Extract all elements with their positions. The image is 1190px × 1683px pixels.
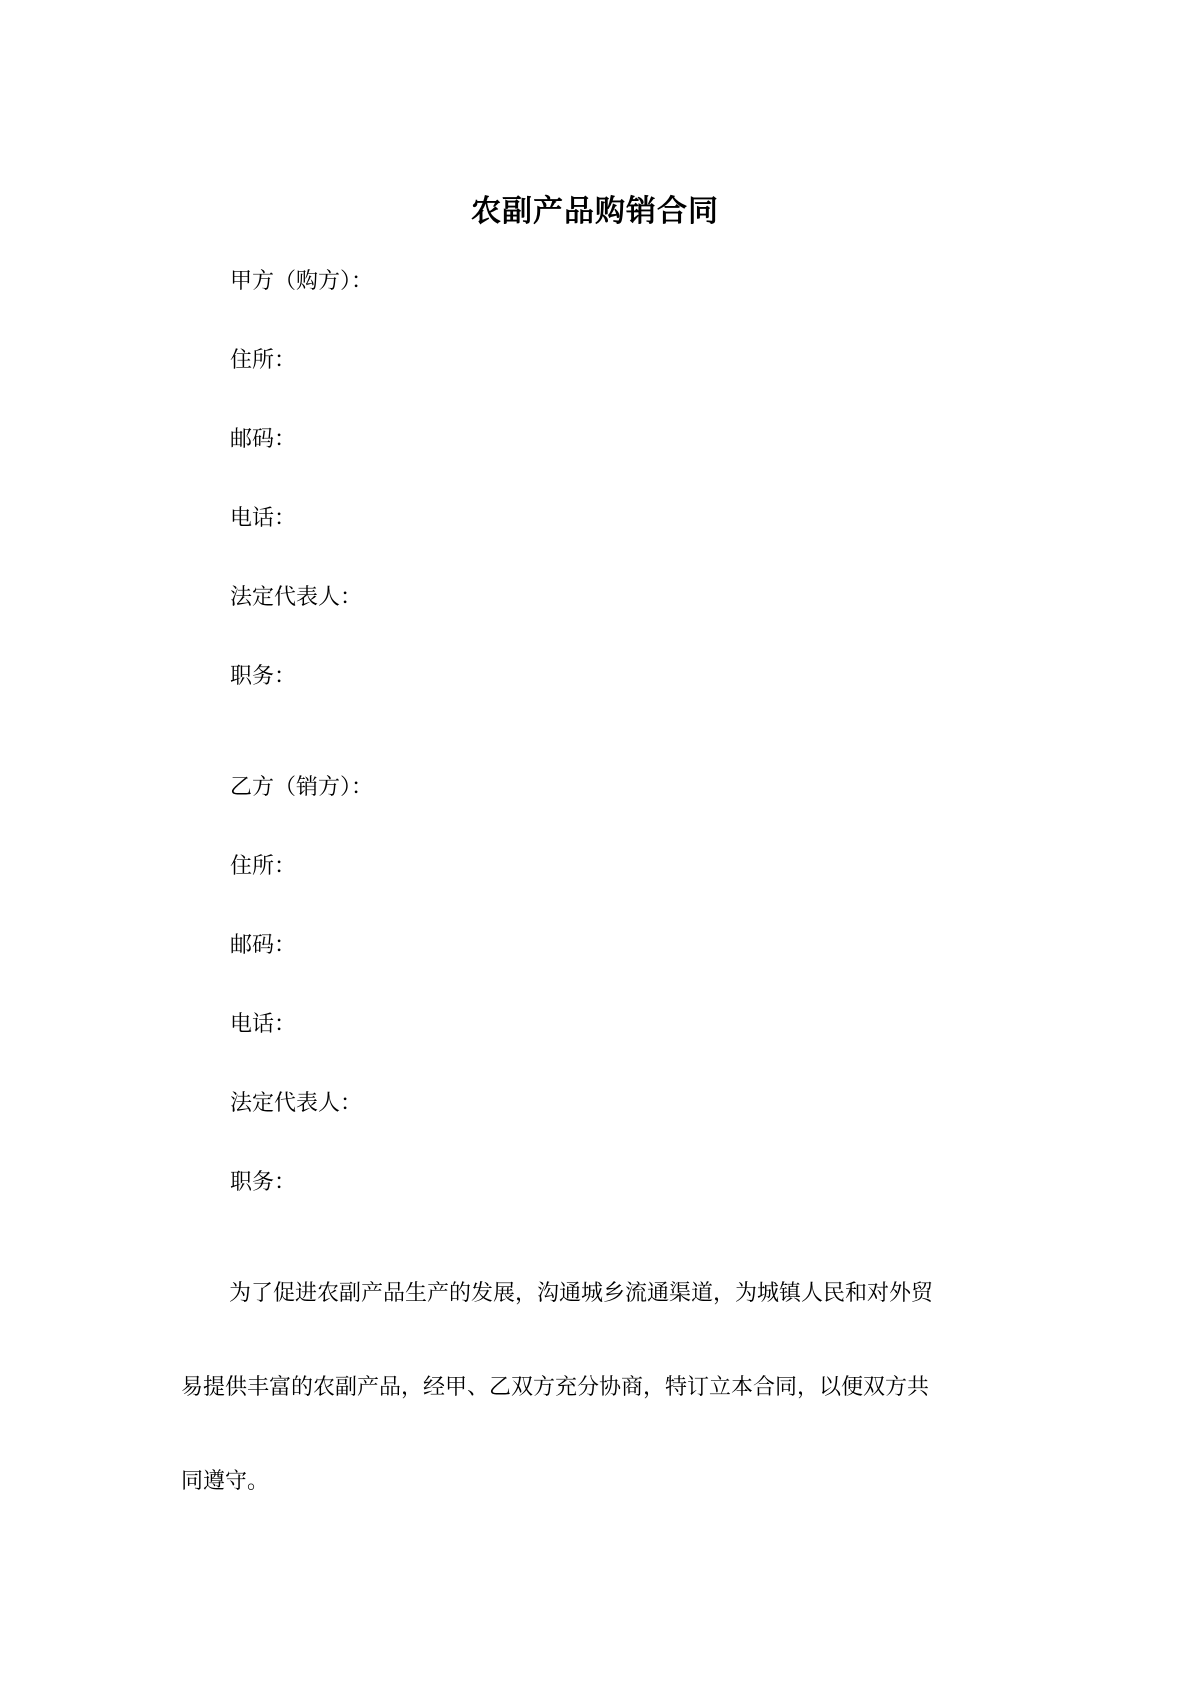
party-a-address-label: 住所： <box>230 348 297 373</box>
party-b-legal-rep-label: 法定代表人： <box>230 1091 363 1116</box>
party-b-postcode-label: 邮码： <box>230 933 297 958</box>
preamble-line-2: 易提供丰富的农副产品，经甲、乙双方充分协商，特订立本合同，以便双方共 <box>181 1375 930 1400</box>
party-b-position-label: 职务： <box>230 1170 297 1195</box>
party-b-address-label: 住所： <box>230 854 297 879</box>
preamble-line-1: 为了促进农副产品生产的发展，沟通城乡流通渠道，为城镇人民和对外贸 <box>229 1281 934 1306</box>
preamble-line-3: 同遵守。 <box>181 1469 270 1494</box>
party-b-heading: 乙方（销方）： <box>230 775 374 800</box>
party-a-legal-rep-label: 法定代表人： <box>230 585 363 610</box>
document-title: 农副产品购销合同 <box>471 194 719 229</box>
party-b-phone-label: 电话： <box>230 1012 297 1037</box>
party-a-postcode-label: 邮码： <box>230 427 297 452</box>
party-a-heading: 甲方（购方）： <box>230 269 374 294</box>
party-a-position-label: 职务： <box>230 664 297 689</box>
party-a-phone-label: 电话： <box>230 506 297 531</box>
